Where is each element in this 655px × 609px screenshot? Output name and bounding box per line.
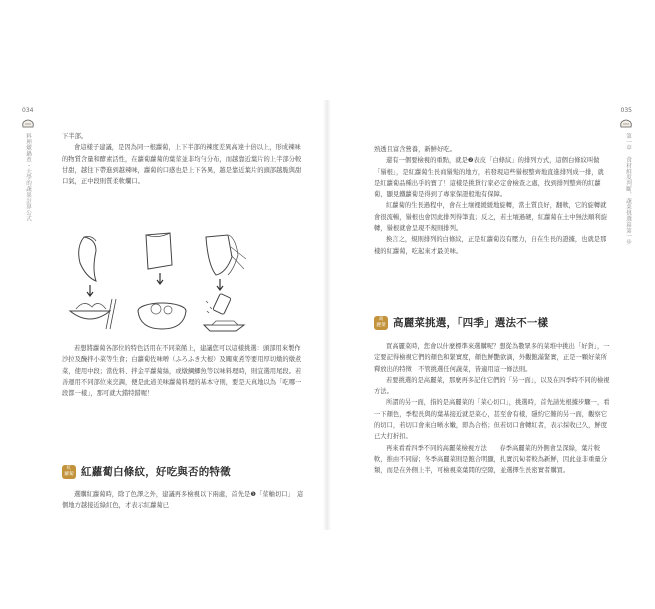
left-usage — [62, 343, 304, 399]
section-title: 高麗菜挑選，「四季」選法不一樣 — [393, 317, 549, 329]
bread-icon — [22, 119, 34, 128]
paragraph: 下半部。 — [62, 133, 88, 140]
section-heading-carrot — [62, 464, 231, 479]
paragraph: 紅蘿蔔的生長過程中，會在土壤裡緩緩地旋轉，當土質良好，翻軟，它的旋轉就會很流暢，鬚根也會因此排列得筆直；反之，若土壤過硬，紅蘿蔔在土中無法順利旋轉，鬚根就會呈現不規則排列。 — [374, 202, 607, 233]
paragraph: 選購紅蘿蔔時，除了色澤之外，建議再多檢視以下兩處，首先是❶「莖軸切口」 這個地方越接近綠紅色，才表示紅蘿蔔已 — [62, 491, 304, 510]
bread-icon — [620, 119, 632, 128]
paragraph: 若要挑選的是高麗菜，那麼再多記住它們的「另一面」，以及在四季時不同的檢視方法。 — [374, 376, 610, 396]
radish-cut-illustration — [66, 229, 256, 339]
paragraph: 買高麗菜時，您會以什麼標準來選購呢？想從為數眾多的菜堆中挑出「好貨」，一定要記得檢視它們的顏色和緊實度，顏色鮮艷欲滴，外觀飽滿緊實，正是一顆好菜所釋放出的特徵 不管挑選任何蔬菜，皆適用這一條法則。 — [374, 343, 610, 373]
right-intro — [374, 144, 610, 257]
paragraph: 所謂的另一面，指的是高麗菜的「菜心切口」，挑選時，首先請先根據步驟一，看一下顏色，季程長與的葉基接近就是菜心，甚至會有樣，隱約它難的另一面，觀察它的切口，若切口會來白晰水嫩，即為合格；但若切口會轉紅者，表示採收已久，鮮度已大打折扣。 — [374, 399, 610, 441]
page-number-left: 034 — [22, 107, 34, 114]
running-head-right: 第一章 食材鮮度判斷，蔬菜挑選篇第一步 — [625, 133, 631, 246]
paragraph: 換言之，規則排列的白條紋，正是紅蘿蔔沒有壓力，自在生長的證據，也就是那樣的紅蘿蔔，吃起來才最美味。 — [374, 236, 607, 255]
section-heading-cabbage — [374, 315, 548, 330]
left-section-body — [62, 489, 304, 512]
book-gutter — [323, 100, 331, 530]
category-badge: 紅 蘿蔔 — [62, 465, 76, 479]
left-intro — [62, 131, 304, 187]
paragraph: 會這樣子建議，是因為同一根蘿蔔，上下半部的辣度差異高達十倍以上，形成辣味的物質含量和酵素活性，在蘿蔔蘿蔔的葉莖並非均勻分布，而越靠近葉片的上半部分較甘甜，越往下帶進到越辣味，蘿蔔的口感也是上下各異，越是靠近葉片的頭部越脆與甜口氣，正中段則質柔軟爛口。 — [62, 144, 302, 186]
paragraph: 還有一個要檢視的重點，就是❷表皮「白條紋」的排列方式，這個白條紋叫做「鬚根」，是紅蘿蔔生長商鬚髮的地方，若發現這些鬚根整齊地直進排列成一排，就是紅蘿蔔品種出乎的寶了！這樣是挑貨行家必定會檢查之處，找到排列整齊的紅蘿蔔，顯見鐵蘿蔔是得到了專家保證般地有保障。 — [374, 157, 604, 199]
paragraph: 若想將蘿蔔各部位的特色活用在不同菜餚上，建議您可以這樣挑選：頭部用來製作沙拉及醃拌小菜等生食；白蘿蔔佐味噌（ふろふき大根）及關東煮等要用厚切燉的燉煮菜，使用中段；當佐料、拌金平蘿蔔絲，或燉鯛鯽魚等以味料理時，則宜選用尾段。若善運用不同部位來烹調，便是此道美味蘿蔔料理的基本守則，要是天真地以為「吃哪一段都一樣」，那可就大錯特錯喔！ — [62, 345, 302, 398]
category-badge: 高 麗菜 — [374, 316, 388, 330]
page-number-right: 035 — [620, 107, 632, 114]
section-title: 紅蘿蔔白條紋，好吃與否的特徵 — [81, 466, 231, 478]
right-page — [332, 97, 632, 532]
right-section-body — [374, 341, 610, 477]
paragraph: 再來看看四季不同的高麗菜檢視方法 春季高麗菜的外側會呈深綠，葉片較軟，推由不同層；冬季高麗菜則是飽合明顯，扎實沉甸者較為新鮮，因此並非重量分類，而是在外側上半，可檢視菜葉間的空隙，並選擇生長密實者購買。 — [374, 444, 607, 475]
paragraph: 熟透且富含營養，新鮮好吃。 — [374, 146, 456, 153]
left-page — [22, 97, 322, 532]
running-head-left: 料理燉鍋煮・大學的蔬果計算公式 — [25, 133, 31, 222]
